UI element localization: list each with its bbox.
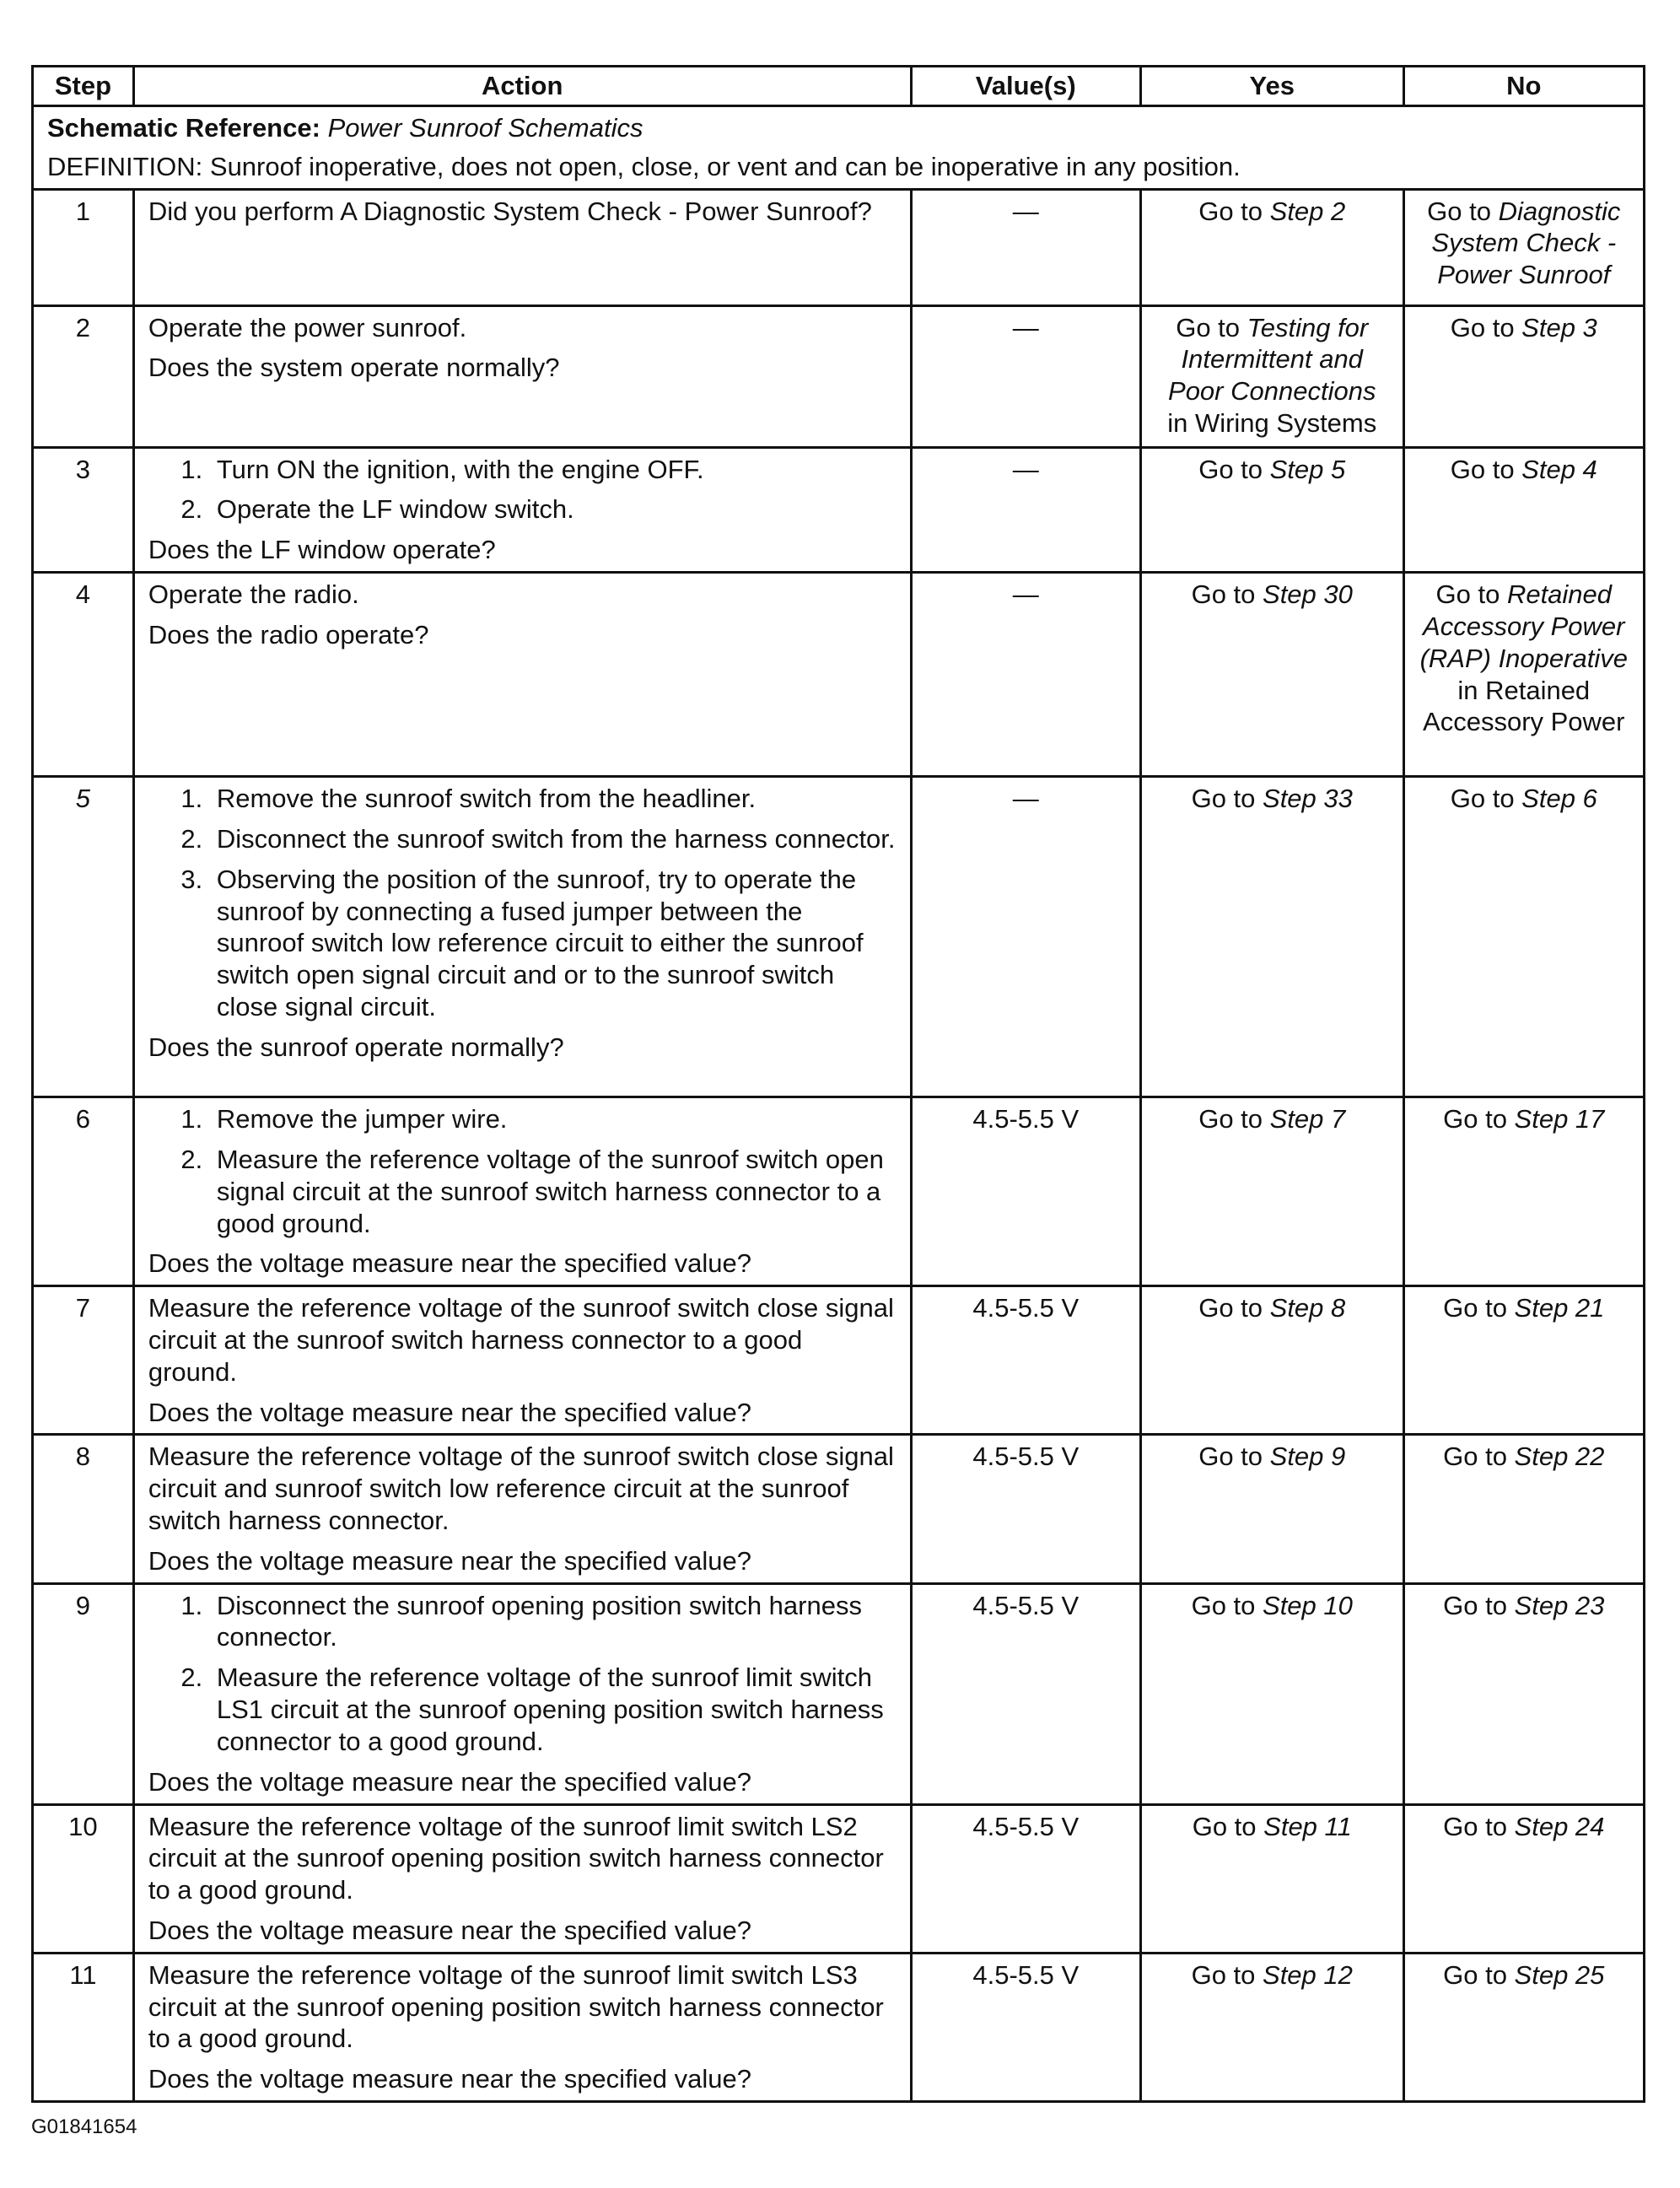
- yes-cell: [1140, 1435, 1403, 1583]
- action-text: Does the voltage measure near the specified value?: [148, 2064, 752, 2094]
- no-prefix: Go to: [1450, 454, 1522, 484]
- no-cell: [1403, 189, 1644, 305]
- no-cell: [1403, 1583, 1644, 1804]
- table-row: [33, 1583, 1645, 1804]
- no-prefix: Go to: [1435, 579, 1507, 610]
- header-no: No: [1403, 67, 1644, 106]
- step-number: 7: [33, 1286, 134, 1435]
- yes-prefix: Go to: [1198, 454, 1270, 484]
- schematic-reference-label: Schematic Reference:: [47, 113, 320, 143]
- action-cell: [133, 1583, 911, 1804]
- yes-link[interactable]: Step 10: [1263, 1590, 1353, 1620]
- value-cell: 4.5-5.5 V: [911, 1583, 1140, 1804]
- yes-prefix: Go to: [1192, 1811, 1264, 1841]
- table-row: [33, 1804, 1645, 1953]
- action-cell: [133, 1953, 911, 2101]
- no-cell: [1403, 1804, 1644, 1953]
- yes-link[interactable]: Step 5: [1269, 454, 1346, 484]
- value-cell: 4.5-5.5 V: [911, 1953, 1140, 2101]
- action-step-item: 1. Remove the jumper wire.: [210, 1103, 897, 1135]
- table-row: [33, 777, 1645, 1097]
- action-cell: [133, 1804, 911, 1953]
- action-step-item: 2. Operate the LF window switch.: [210, 493, 897, 525]
- no-cell: [1403, 777, 1644, 1097]
- yes-prefix: Go to: [1191, 784, 1263, 814]
- step-number: 3: [33, 447, 134, 572]
- value-cell: —: [911, 189, 1140, 305]
- yes-link[interactable]: Step 7: [1269, 1104, 1346, 1134]
- yes-cell: [1140, 1804, 1403, 1953]
- yes-prefix: Go to: [1198, 1104, 1270, 1134]
- no-cell: [1403, 573, 1644, 777]
- value-cell: 4.5-5.5 V: [911, 1435, 1140, 1583]
- no-cell: [1403, 1286, 1644, 1435]
- no-link[interactable]: Step 3: [1521, 312, 1597, 342]
- value-cell: 4.5-5.5 V: [911, 1804, 1140, 1953]
- yes-prefix: Go to: [1198, 196, 1270, 226]
- no-suffix: in Retained Accessory Power: [1423, 675, 1625, 737]
- no-cell: [1403, 1435, 1644, 1583]
- action-text: Measure the reference voltage of the sunroof limit switch LS3 circuit at the sunroof opening position switch harness connector to a good ground.: [148, 1959, 884, 2054]
- action-text: Does the system operate normally?: [148, 353, 560, 383]
- yes-prefix: Go to: [1198, 1442, 1270, 1472]
- definition-row: [33, 149, 1645, 189]
- action-step-item: 2. Measure the reference voltage of the sunroof limit switch LS1 circuit at the sunroof opening position switch harness connector to a good ground.: [210, 1662, 897, 1757]
- table-row: [33, 447, 1645, 572]
- definition-cell: DEFINITION: Sunroof inoperative, does not open, close, or vent and can be inoperative in any position.: [33, 149, 1645, 189]
- no-link[interactable]: Diagnostic System Check - Power Sunroof: [1431, 196, 1621, 290]
- table-row: [33, 305, 1645, 447]
- no-prefix: Go to: [1443, 1959, 1515, 1990]
- action-text: Operate the power sunroof.: [148, 312, 467, 342]
- action-cell: [133, 1286, 911, 1435]
- no-link[interactable]: Step 21: [1514, 1293, 1605, 1323]
- yes-link[interactable]: Step 11: [1263, 1811, 1352, 1841]
- no-cell: [1403, 1953, 1644, 2101]
- table-row: [33, 1097, 1645, 1286]
- yes-prefix: Go to: [1191, 1590, 1263, 1620]
- yes-prefix: Go to: [1191, 579, 1263, 610]
- no-link[interactable]: Step 25: [1514, 1959, 1605, 1990]
- no-link[interactable]: Step 17: [1514, 1104, 1605, 1134]
- value-cell: —: [911, 447, 1140, 572]
- action-step-list: [148, 1590, 897, 1758]
- no-prefix: Go to: [1443, 1590, 1515, 1620]
- step-number: 8: [33, 1435, 134, 1583]
- header-step: Step: [33, 67, 134, 106]
- no-link[interactable]: Step 22: [1514, 1442, 1605, 1472]
- figure-id: G01841654: [31, 2115, 137, 2138]
- action-cell: [133, 447, 911, 572]
- step-number: 2: [33, 305, 134, 447]
- action-text: Operate the radio.: [148, 579, 359, 610]
- action-step-item: 2. Measure the reference voltage of the sunroof switch open signal circuit at the sunroof switch harness connector to a good ground.: [210, 1144, 897, 1239]
- action-question: Does the LF window operate?: [148, 535, 496, 565]
- schematic-reference-cell: [33, 106, 1645, 149]
- no-cell: [1403, 447, 1644, 572]
- action-step-item: 1. Disconnect the sunroof opening position switch harness connector.: [210, 1590, 897, 1654]
- no-link[interactable]: Step 6: [1521, 784, 1597, 814]
- yes-link[interactable]: Step 33: [1263, 784, 1353, 814]
- header-row: [33, 67, 1645, 106]
- yes-link[interactable]: Step 30: [1263, 579, 1353, 610]
- action-cell: [133, 189, 911, 305]
- table-row: [33, 1286, 1645, 1435]
- header-action: Action: [133, 67, 911, 106]
- yes-link[interactable]: Step 8: [1269, 1293, 1346, 1323]
- table-row: [33, 1953, 1645, 2101]
- value-cell: —: [911, 777, 1140, 1097]
- action-question: Does the voltage measure near the specified value?: [148, 1248, 752, 1279]
- yes-prefix: Go to: [1198, 1293, 1270, 1323]
- action-question: Does the voltage measure near the specified value?: [148, 1766, 752, 1797]
- action-text: Does the radio operate?: [148, 619, 429, 649]
- yes-link[interactable]: Step 9: [1269, 1442, 1346, 1472]
- header-yes: Yes: [1140, 67, 1403, 106]
- action-text: Does the voltage measure near the specified value?: [148, 1545, 752, 1576]
- step-number: 4: [33, 573, 134, 777]
- no-prefix: Go to: [1443, 1104, 1515, 1134]
- no-cell: [1403, 1097, 1644, 1286]
- step-number: 1: [33, 189, 134, 305]
- action-cell: [133, 573, 911, 777]
- action-cell: [133, 777, 911, 1097]
- action-text: Measure the reference voltage of the sunroof switch close signal circuit at the sunroof switch harness connector to a good ground.: [148, 1293, 894, 1387]
- yes-link[interactable]: Step 2: [1269, 196, 1346, 226]
- action-text: Did you perform A Diagnostic System Check - Power Sunroof?: [148, 196, 872, 226]
- yes-cell: [1140, 1286, 1403, 1435]
- action-text: Does the voltage measure near the specified value?: [148, 1915, 752, 1945]
- no-prefix: Go to: [1450, 784, 1522, 814]
- no-link[interactable]: Step 23: [1514, 1590, 1605, 1620]
- no-link[interactable]: Step 24: [1514, 1811, 1605, 1841]
- table-row: [33, 573, 1645, 777]
- table-row: [33, 189, 1645, 305]
- step-number: 6: [33, 1097, 134, 1286]
- no-prefix: Go to: [1450, 312, 1522, 342]
- yes-cell: [1140, 305, 1403, 447]
- yes-link[interactable]: Step 12: [1263, 1959, 1353, 1990]
- step-number: 10: [33, 1804, 134, 1953]
- action-step-list: [148, 1103, 897, 1239]
- yes-cell: [1140, 1953, 1403, 2101]
- schematic-reference-row: [33, 106, 1645, 149]
- yes-cell: [1140, 573, 1403, 777]
- yes-prefix: Go to: [1176, 312, 1247, 342]
- action-cell: [133, 1435, 911, 1583]
- value-cell: —: [911, 305, 1140, 447]
- schematic-reference-link[interactable]: Power Sunroof Schematics: [327, 113, 643, 143]
- value-cell: 4.5-5.5 V: [911, 1097, 1140, 1286]
- action-step-list: [148, 454, 897, 526]
- no-link[interactable]: Step 4: [1521, 454, 1597, 484]
- step-number: 9: [33, 1583, 134, 1804]
- yes-cell: [1140, 1583, 1403, 1804]
- no-cell: [1403, 305, 1644, 447]
- step-number: 11: [33, 1953, 134, 2101]
- action-text: Does the voltage measure near the specified value?: [148, 1397, 752, 1427]
- action-step-item: 1. Remove the sunroof switch from the headliner.: [210, 783, 897, 815]
- no-prefix: Go to: [1443, 1293, 1515, 1323]
- action-step-item: 3. Observing the position of the sunroof, try to operate the sunroof by connecting a fused jumper between the sunroof switch low reference circuit to either the sunroof switch open signal circuit and or to the sunroof switch close signal circuit.: [210, 864, 897, 1023]
- yes-prefix: Go to: [1191, 1959, 1263, 1990]
- yes-suffix: in Wiring Systems: [1167, 408, 1377, 439]
- action-question: Does the sunroof operate normally?: [148, 1032, 564, 1062]
- yes-cell: [1140, 447, 1403, 572]
- action-step-item: 2. Disconnect the sunroof switch from the harness connector.: [210, 823, 897, 855]
- value-cell: —: [911, 573, 1140, 777]
- action-text: Measure the reference voltage of the sunroof switch close signal circuit and sunroof switch low reference circuit at the sunroof switch harness connector.: [148, 1442, 894, 1535]
- action-cell: [133, 305, 911, 447]
- table-row: [33, 1435, 1645, 1583]
- action-text: Measure the reference voltage of the sunroof limit switch LS2 circuit at the sunroof opening position switch harness connector to a good ground.: [148, 1811, 884, 1905]
- diagnostic-table: [31, 65, 1645, 2103]
- action-step-list: [148, 783, 897, 1023]
- value-cell: 4.5-5.5 V: [911, 1286, 1140, 1435]
- yes-cell: [1140, 189, 1403, 305]
- no-prefix: Go to: [1443, 1811, 1515, 1841]
- action-cell: [133, 1097, 911, 1286]
- no-link[interactable]: Retained Accessory Power (RAP) Inoperative: [1419, 579, 1628, 673]
- no-prefix: Go to: [1443, 1442, 1515, 1472]
- yes-cell: [1140, 777, 1403, 1097]
- yes-link[interactable]: Testing for Intermittent and Poor Connections: [1168, 312, 1376, 407]
- yes-cell: [1140, 1097, 1403, 1286]
- header-values: Value(s): [911, 67, 1140, 106]
- no-prefix: Go to: [1427, 196, 1499, 226]
- step-number: 5: [33, 777, 134, 1097]
- action-step-item: 1. Turn ON the ignition, with the engine OFF.: [210, 454, 897, 486]
